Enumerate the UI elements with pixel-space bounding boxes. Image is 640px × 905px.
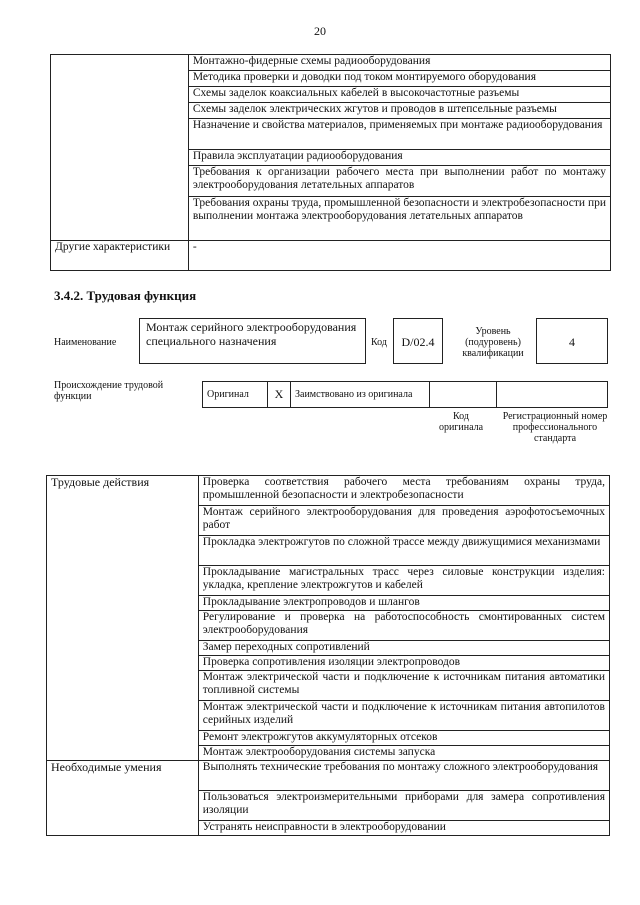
knowledge-item: Требования охраны труда, промышленной безопасности и электробезопасности при выполнении монтажа электрооборудования летательных аппаратов — [188, 197, 610, 241]
name-label: Наименование — [54, 337, 117, 348]
knowledge-label-cell — [51, 55, 189, 241]
skill-item: Пользоваться электроизмерительными приборами для замера сопротивления изоляции — [198, 791, 609, 821]
knowledge-item: Схемы заделок электрических жгутов и проводов в штепсельные разъемы — [188, 103, 610, 119]
knowledge-item: Монтажно-фидерные схемы радиооборудования — [188, 55, 610, 71]
actions-label: Трудовые действия — [47, 476, 199, 761]
action-item: Регулирование и проверка на работоспособность смонтированных систем электрооборудования — [198, 611, 609, 641]
knowledge-item: Требования к организации рабочего места при выполнении работ по монтажу электрооборудования летательных аппаратов — [188, 166, 610, 197]
page-number: 20 — [314, 24, 326, 38]
action-item: Монтаж электрической части и подключение к источникам питания автопилотов серийных изделий — [198, 701, 609, 731]
knowledge-item: Правила эксплуатации радиооборудования — [188, 150, 610, 166]
action-item: Прокладывание магистральных трасс через силовые конструкции изделия: укладка, крепление электрожгутов и кабелей — [198, 566, 609, 596]
original-label: Оригинал — [203, 382, 268, 408]
action-item: Прокладывание электропроводов и шлангов — [198, 596, 609, 611]
action-item: Монтаж электрической части и подключение к источникам питания автоматики топливной системы — [198, 671, 609, 701]
reg-number-cell — [497, 382, 608, 408]
knowledge-item: Назначение и свойства материалов, применяемых при монтаже радиооборудования — [188, 119, 610, 150]
level-value-box — [536, 318, 608, 364]
level-label: Уровень (подуровень) квалификации — [462, 326, 524, 359]
action-item: Прокладка электрожгутов по сложной трассе между движущимися механизмами — [198, 536, 609, 566]
skills-label: Необходимые умения — [47, 761, 199, 836]
main-table — [46, 475, 610, 836]
name-value-box — [139, 318, 366, 364]
action-item: Монтаж серийного электрооборудования для проведения аэрофотосъемочных работ — [198, 506, 609, 536]
origin-label: Происхождение трудовой функции — [54, 380, 164, 402]
skill-item: Выполнять технические требования по монтажу сложного электрооборудования — [198, 761, 609, 791]
code-value: D/02.4 — [401, 335, 435, 349]
action-item: Ремонт электрожгутов аккумуляторных отсеков — [198, 731, 609, 746]
level-value: 4 — [569, 335, 575, 349]
code-original-cell — [430, 382, 497, 408]
knowledge-table — [50, 54, 611, 271]
action-item: Замер переходных сопротивлений — [198, 641, 609, 656]
origin-table — [202, 381, 608, 408]
borrowed-label: Заимствовано из оригинала — [291, 382, 430, 408]
other-characteristics-label: Другие характеристики — [51, 241, 189, 271]
code-original-label: Код оригинала — [438, 411, 484, 433]
code-label: Код — [371, 337, 387, 348]
action-item: Монтаж электрооборудования системы запуска — [198, 746, 609, 761]
other-characteristics-value: - — [188, 241, 610, 271]
knowledge-item: Методика проверки и доводки под током монтируемого оборудования — [188, 71, 610, 87]
action-item: Проверка соответствия рабочего места требованиям охраны труда, промышленной безопасности и электробезопасности — [198, 476, 609, 506]
action-item: Проверка сопротивления изоляции электропроводов — [198, 656, 609, 671]
code-value-box — [393, 318, 443, 364]
skill-item: Устранять неисправности в электрооборудовании — [198, 821, 609, 836]
original-mark: X — [268, 382, 291, 408]
reg-number-label: Регистрационный номер профессионального стандарта — [502, 411, 608, 444]
name-value: Монтаж серийного электрооборудования специального назначения — [146, 320, 357, 348]
section-title: 3.4.2. Трудовая функция — [54, 288, 197, 303]
knowledge-item: Схемы заделок коаксиальных кабелей в высокочастотные разъемы — [188, 87, 610, 103]
